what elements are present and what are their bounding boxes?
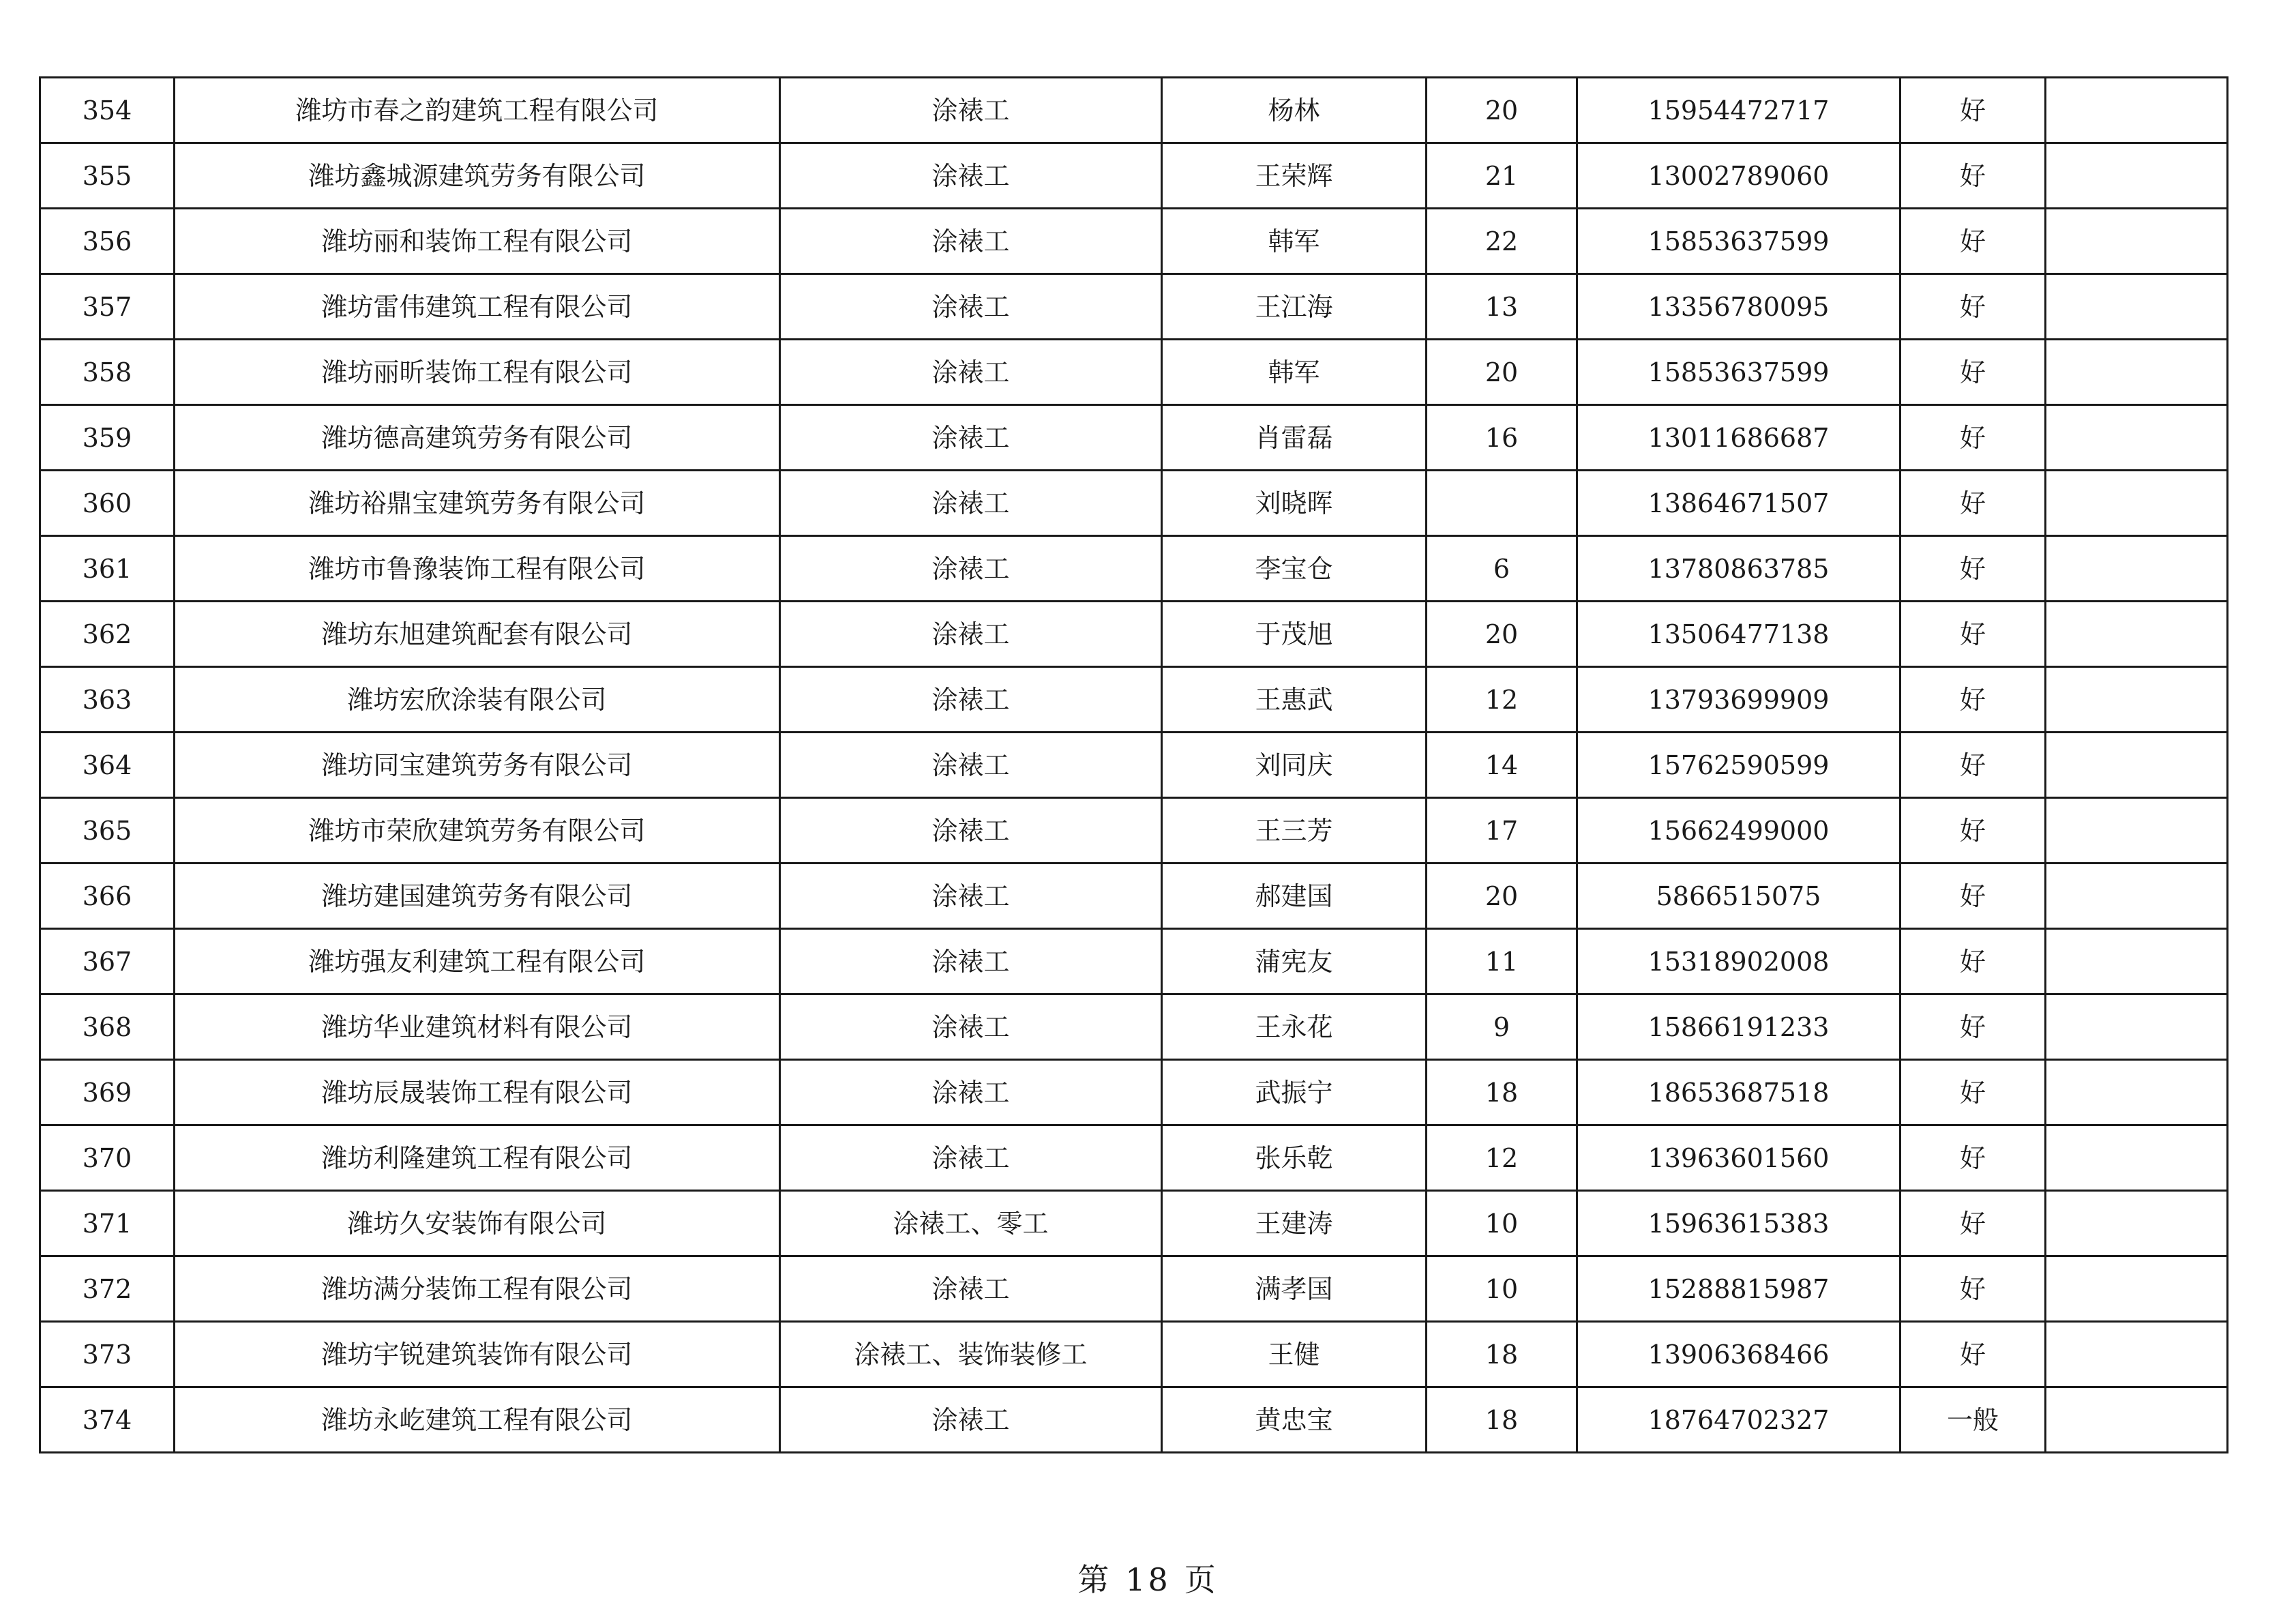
- table-row: [40, 536, 2228, 602]
- phone-cell: 13793699909: [1577, 667, 1900, 733]
- phone-cell: 18653687518: [1577, 1060, 1900, 1125]
- table-row: [40, 1387, 2228, 1453]
- table-row: [40, 1256, 2228, 1322]
- trade-cell: 涂裱工: [780, 340, 1162, 405]
- table-row: [40, 994, 2228, 1060]
- phone-cell: 15318902008: [1577, 929, 1900, 994]
- worker-count-cell: 20: [1427, 340, 1577, 405]
- trade-cell: 涂裱工、零工: [780, 1191, 1162, 1256]
- trade-cell: 涂裱工: [780, 994, 1162, 1060]
- trade-cell: 涂裱工: [780, 929, 1162, 994]
- note-cell: [2046, 1191, 2228, 1256]
- rating-cell: 好: [1900, 1191, 2046, 1256]
- phone-cell: 13963601560: [1577, 1125, 1900, 1191]
- phone-cell: 5866515075: [1577, 863, 1900, 929]
- row-number-cell: 354: [40, 78, 175, 143]
- company-name-cell: 潍坊市春之韵建筑工程有限公司: [175, 78, 780, 143]
- footer-prefix: 第: [1077, 1561, 1112, 1598]
- trade-cell: 涂裱工: [780, 274, 1162, 340]
- company-name-cell: 潍坊利隆建筑工程有限公司: [175, 1125, 780, 1191]
- note-cell: [2046, 1387, 2228, 1453]
- trade-cell: 涂裱工: [780, 1060, 1162, 1125]
- row-number-cell: 355: [40, 143, 175, 209]
- contact-person-cell: 黄忠宝: [1162, 1387, 1427, 1453]
- row-number-cell: 369: [40, 1060, 175, 1125]
- footer-suffix: 页: [1184, 1561, 1219, 1598]
- row-number-cell: 357: [40, 274, 175, 340]
- row-number-cell: 371: [40, 1191, 175, 1256]
- row-number-cell: 359: [40, 405, 175, 471]
- trade-cell: 涂裱工: [780, 667, 1162, 733]
- phone-cell: 15288815987: [1577, 1256, 1900, 1322]
- company-name-cell: 潍坊市鲁豫装饰工程有限公司: [175, 536, 780, 602]
- phone-cell: 15963615383: [1577, 1191, 1900, 1256]
- row-number-cell: 374: [40, 1387, 175, 1453]
- note-cell: [2046, 405, 2228, 471]
- trade-cell: 涂裱工: [780, 733, 1162, 798]
- note-cell: [2046, 798, 2228, 863]
- phone-cell: 15866191233: [1577, 994, 1900, 1060]
- rating-cell: 好: [1900, 1322, 2046, 1387]
- company-name-cell: 潍坊强友利建筑工程有限公司: [175, 929, 780, 994]
- worker-count-cell: 22: [1427, 209, 1577, 274]
- rating-cell: 好: [1900, 274, 2046, 340]
- company-name-cell: 潍坊鑫城源建筑劳务有限公司: [175, 143, 780, 209]
- table-row: [40, 405, 2228, 471]
- worker-count-cell: 16: [1427, 405, 1577, 471]
- contact-person-cell: 韩军: [1162, 209, 1427, 274]
- phone-cell: 13780863785: [1577, 536, 1900, 602]
- page-number: 18: [1125, 1561, 1171, 1598]
- worker-count-cell: 21: [1427, 143, 1577, 209]
- company-name-cell: 潍坊永屹建筑工程有限公司: [175, 1387, 780, 1453]
- rating-cell: 好: [1900, 602, 2046, 667]
- table-row: [40, 733, 2228, 798]
- note-cell: [2046, 274, 2228, 340]
- note-cell: [2046, 1256, 2228, 1322]
- row-number-cell: 373: [40, 1322, 175, 1387]
- note-cell: [2046, 1322, 2228, 1387]
- table-row: [40, 340, 2228, 405]
- table-row: [40, 929, 2228, 994]
- worker-count-cell: 18: [1427, 1060, 1577, 1125]
- worker-count-cell: 14: [1427, 733, 1577, 798]
- contact-person-cell: 李宝仓: [1162, 536, 1427, 602]
- phone-cell: 15954472717: [1577, 78, 1900, 143]
- note-cell: [2046, 143, 2228, 209]
- table-row: [40, 209, 2228, 274]
- note-cell: [2046, 929, 2228, 994]
- note-cell: [2046, 78, 2228, 143]
- worker-count-cell: 10: [1427, 1191, 1577, 1256]
- company-name-cell: 潍坊丽昕装饰工程有限公司: [175, 340, 780, 405]
- rating-cell: 好: [1900, 798, 2046, 863]
- company-name-cell: 潍坊雷伟建筑工程有限公司: [175, 274, 780, 340]
- phone-cell: 13002789060: [1577, 143, 1900, 209]
- company-name-cell: 潍坊久安装饰有限公司: [175, 1191, 780, 1256]
- worker-count-cell: 12: [1427, 1125, 1577, 1191]
- table-row: [40, 1060, 2228, 1125]
- contact-person-cell: 王三芳: [1162, 798, 1427, 863]
- page-footer: [0, 1555, 2296, 1600]
- company-name-cell: 潍坊建国建筑劳务有限公司: [175, 863, 780, 929]
- table-row: [40, 1191, 2228, 1256]
- trade-cell: 涂裱工: [780, 1256, 1162, 1322]
- rating-cell: 好: [1900, 143, 2046, 209]
- phone-cell: 15762590599: [1577, 733, 1900, 798]
- contact-person-cell: 于茂旭: [1162, 602, 1427, 667]
- worker-count-cell: 6: [1427, 536, 1577, 602]
- note-cell: [2046, 1125, 2228, 1191]
- row-number-cell: 363: [40, 667, 175, 733]
- contact-person-cell: 王江海: [1162, 274, 1427, 340]
- table-row: [40, 78, 2228, 143]
- trade-cell: 涂裱工: [780, 471, 1162, 536]
- company-name-cell: 潍坊宏欣涂装有限公司: [175, 667, 780, 733]
- company-name-cell: 潍坊华业建筑材料有限公司: [175, 994, 780, 1060]
- phone-cell: 13506477138: [1577, 602, 1900, 667]
- rating-cell: 好: [1900, 1256, 2046, 1322]
- row-number-cell: 358: [40, 340, 175, 405]
- trade-cell: 涂裱工: [780, 863, 1162, 929]
- rating-cell: 好: [1900, 667, 2046, 733]
- trade-cell: 涂裱工: [780, 798, 1162, 863]
- row-number-cell: 368: [40, 994, 175, 1060]
- rating-cell: 好: [1900, 733, 2046, 798]
- note-cell: [2046, 994, 2228, 1060]
- contact-person-cell: 满孝国: [1162, 1256, 1427, 1322]
- rating-cell: 好: [1900, 405, 2046, 471]
- contact-person-cell: 王建涛: [1162, 1191, 1427, 1256]
- contact-person-cell: 王永花: [1162, 994, 1427, 1060]
- phone-cell: 18764702327: [1577, 1387, 1900, 1453]
- contact-person-cell: 肖雷磊: [1162, 405, 1427, 471]
- worker-count-cell: 11: [1427, 929, 1577, 994]
- contact-person-cell: 王惠武: [1162, 667, 1427, 733]
- note-cell: [2046, 471, 2228, 536]
- table-row: [40, 471, 2228, 536]
- contact-person-cell: 蒲宪友: [1162, 929, 1427, 994]
- company-name-cell: 潍坊市荣欣建筑劳务有限公司: [175, 798, 780, 863]
- trade-cell: 涂裱工: [780, 602, 1162, 667]
- row-number-cell: 366: [40, 863, 175, 929]
- note-cell: [2046, 536, 2228, 602]
- table-row: [40, 863, 2228, 929]
- phone-cell: 15853637599: [1577, 209, 1900, 274]
- contact-person-cell: 韩军: [1162, 340, 1427, 405]
- rating-cell: 好: [1900, 340, 2046, 405]
- note-cell: [2046, 340, 2228, 405]
- rating-cell: 好: [1900, 1060, 2046, 1125]
- contact-person-cell: 王健: [1162, 1322, 1427, 1387]
- note-cell: [2046, 209, 2228, 274]
- row-number-cell: 356: [40, 209, 175, 274]
- rating-cell: 好: [1900, 78, 2046, 143]
- contact-person-cell: 郝建国: [1162, 863, 1427, 929]
- note-cell: [2046, 667, 2228, 733]
- row-number-cell: 370: [40, 1125, 175, 1191]
- rating-cell: 好: [1900, 994, 2046, 1060]
- table-row: [40, 798, 2228, 863]
- worker-count-cell: 20: [1427, 602, 1577, 667]
- rating-cell: 好: [1900, 863, 2046, 929]
- trade-cell: 涂裱工: [780, 1125, 1162, 1191]
- phone-cell: 13356780095: [1577, 274, 1900, 340]
- trade-cell: 涂裱工、装饰装修工: [780, 1322, 1162, 1387]
- company-name-cell: 潍坊德高建筑劳务有限公司: [175, 405, 780, 471]
- table-row: [40, 1322, 2228, 1387]
- contact-person-cell: 刘晓晖: [1162, 471, 1427, 536]
- rating-cell: 好: [1900, 536, 2046, 602]
- contact-person-cell: 杨林: [1162, 78, 1427, 143]
- trade-cell: 涂裱工: [780, 78, 1162, 143]
- trade-cell: 涂裱工: [780, 143, 1162, 209]
- worker-count-cell: 20: [1427, 863, 1577, 929]
- table-row: [40, 602, 2228, 667]
- worker-count-cell: 17: [1427, 798, 1577, 863]
- rating-cell: 好: [1900, 1125, 2046, 1191]
- phone-cell: 13011686687: [1577, 405, 1900, 471]
- rating-cell: 好: [1900, 209, 2046, 274]
- phone-cell: 13864671507: [1577, 471, 1900, 536]
- trade-cell: 涂裱工: [780, 536, 1162, 602]
- trade-cell: 涂裱工: [780, 209, 1162, 274]
- worker-count-cell: 18: [1427, 1387, 1577, 1453]
- phone-cell: 15662499000: [1577, 798, 1900, 863]
- company-name-cell: 潍坊宇锐建筑装饰有限公司: [175, 1322, 780, 1387]
- row-number-cell: 372: [40, 1256, 175, 1322]
- worker-count-cell: 13: [1427, 274, 1577, 340]
- note-cell: [2046, 602, 2228, 667]
- phone-cell: 13906368466: [1577, 1322, 1900, 1387]
- rating-cell: 一般: [1900, 1387, 2046, 1453]
- row-number-cell: 361: [40, 536, 175, 602]
- worker-count-cell: 12: [1427, 667, 1577, 733]
- row-number-cell: 367: [40, 929, 175, 994]
- worker-count-cell: 9: [1427, 994, 1577, 1060]
- company-name-cell: 潍坊裕鼎宝建筑劳务有限公司: [175, 471, 780, 536]
- table-row: [40, 667, 2228, 733]
- contact-person-cell: 刘同庆: [1162, 733, 1427, 798]
- table-row: [40, 1125, 2228, 1191]
- contact-person-cell: 张乐乾: [1162, 1125, 1427, 1191]
- rating-cell: 好: [1900, 929, 2046, 994]
- note-cell: [2046, 863, 2228, 929]
- row-number-cell: 362: [40, 602, 175, 667]
- trade-cell: 涂裱工: [780, 405, 1162, 471]
- worker-count-cell: 18: [1427, 1322, 1577, 1387]
- contact-person-cell: 王荣辉: [1162, 143, 1427, 209]
- company-name-cell: 潍坊东旭建筑配套有限公司: [175, 602, 780, 667]
- note-cell: [2046, 733, 2228, 798]
- company-name-cell: 潍坊同宝建筑劳务有限公司: [175, 733, 780, 798]
- rating-cell: 好: [1900, 471, 2046, 536]
- contact-person-cell: 武振宁: [1162, 1060, 1427, 1125]
- trade-cell: 涂裱工: [780, 1387, 1162, 1453]
- row-number-cell: 360: [40, 471, 175, 536]
- company-name-cell: 潍坊辰晟装饰工程有限公司: [175, 1060, 780, 1125]
- note-cell: [2046, 1060, 2228, 1125]
- company-roster-table: [39, 76, 2228, 1453]
- table-row: [40, 274, 2228, 340]
- row-number-cell: 365: [40, 798, 175, 863]
- worker-count-cell: [1427, 471, 1577, 536]
- worker-count-cell: 20: [1427, 78, 1577, 143]
- company-name-cell: 潍坊丽和装饰工程有限公司: [175, 209, 780, 274]
- phone-cell: 15853637599: [1577, 340, 1900, 405]
- company-name-cell: 潍坊满分装饰工程有限公司: [175, 1256, 780, 1322]
- worker-count-cell: 10: [1427, 1256, 1577, 1322]
- row-number-cell: 364: [40, 733, 175, 798]
- table-row: [40, 143, 2228, 209]
- roster-body: [40, 78, 2228, 1453]
